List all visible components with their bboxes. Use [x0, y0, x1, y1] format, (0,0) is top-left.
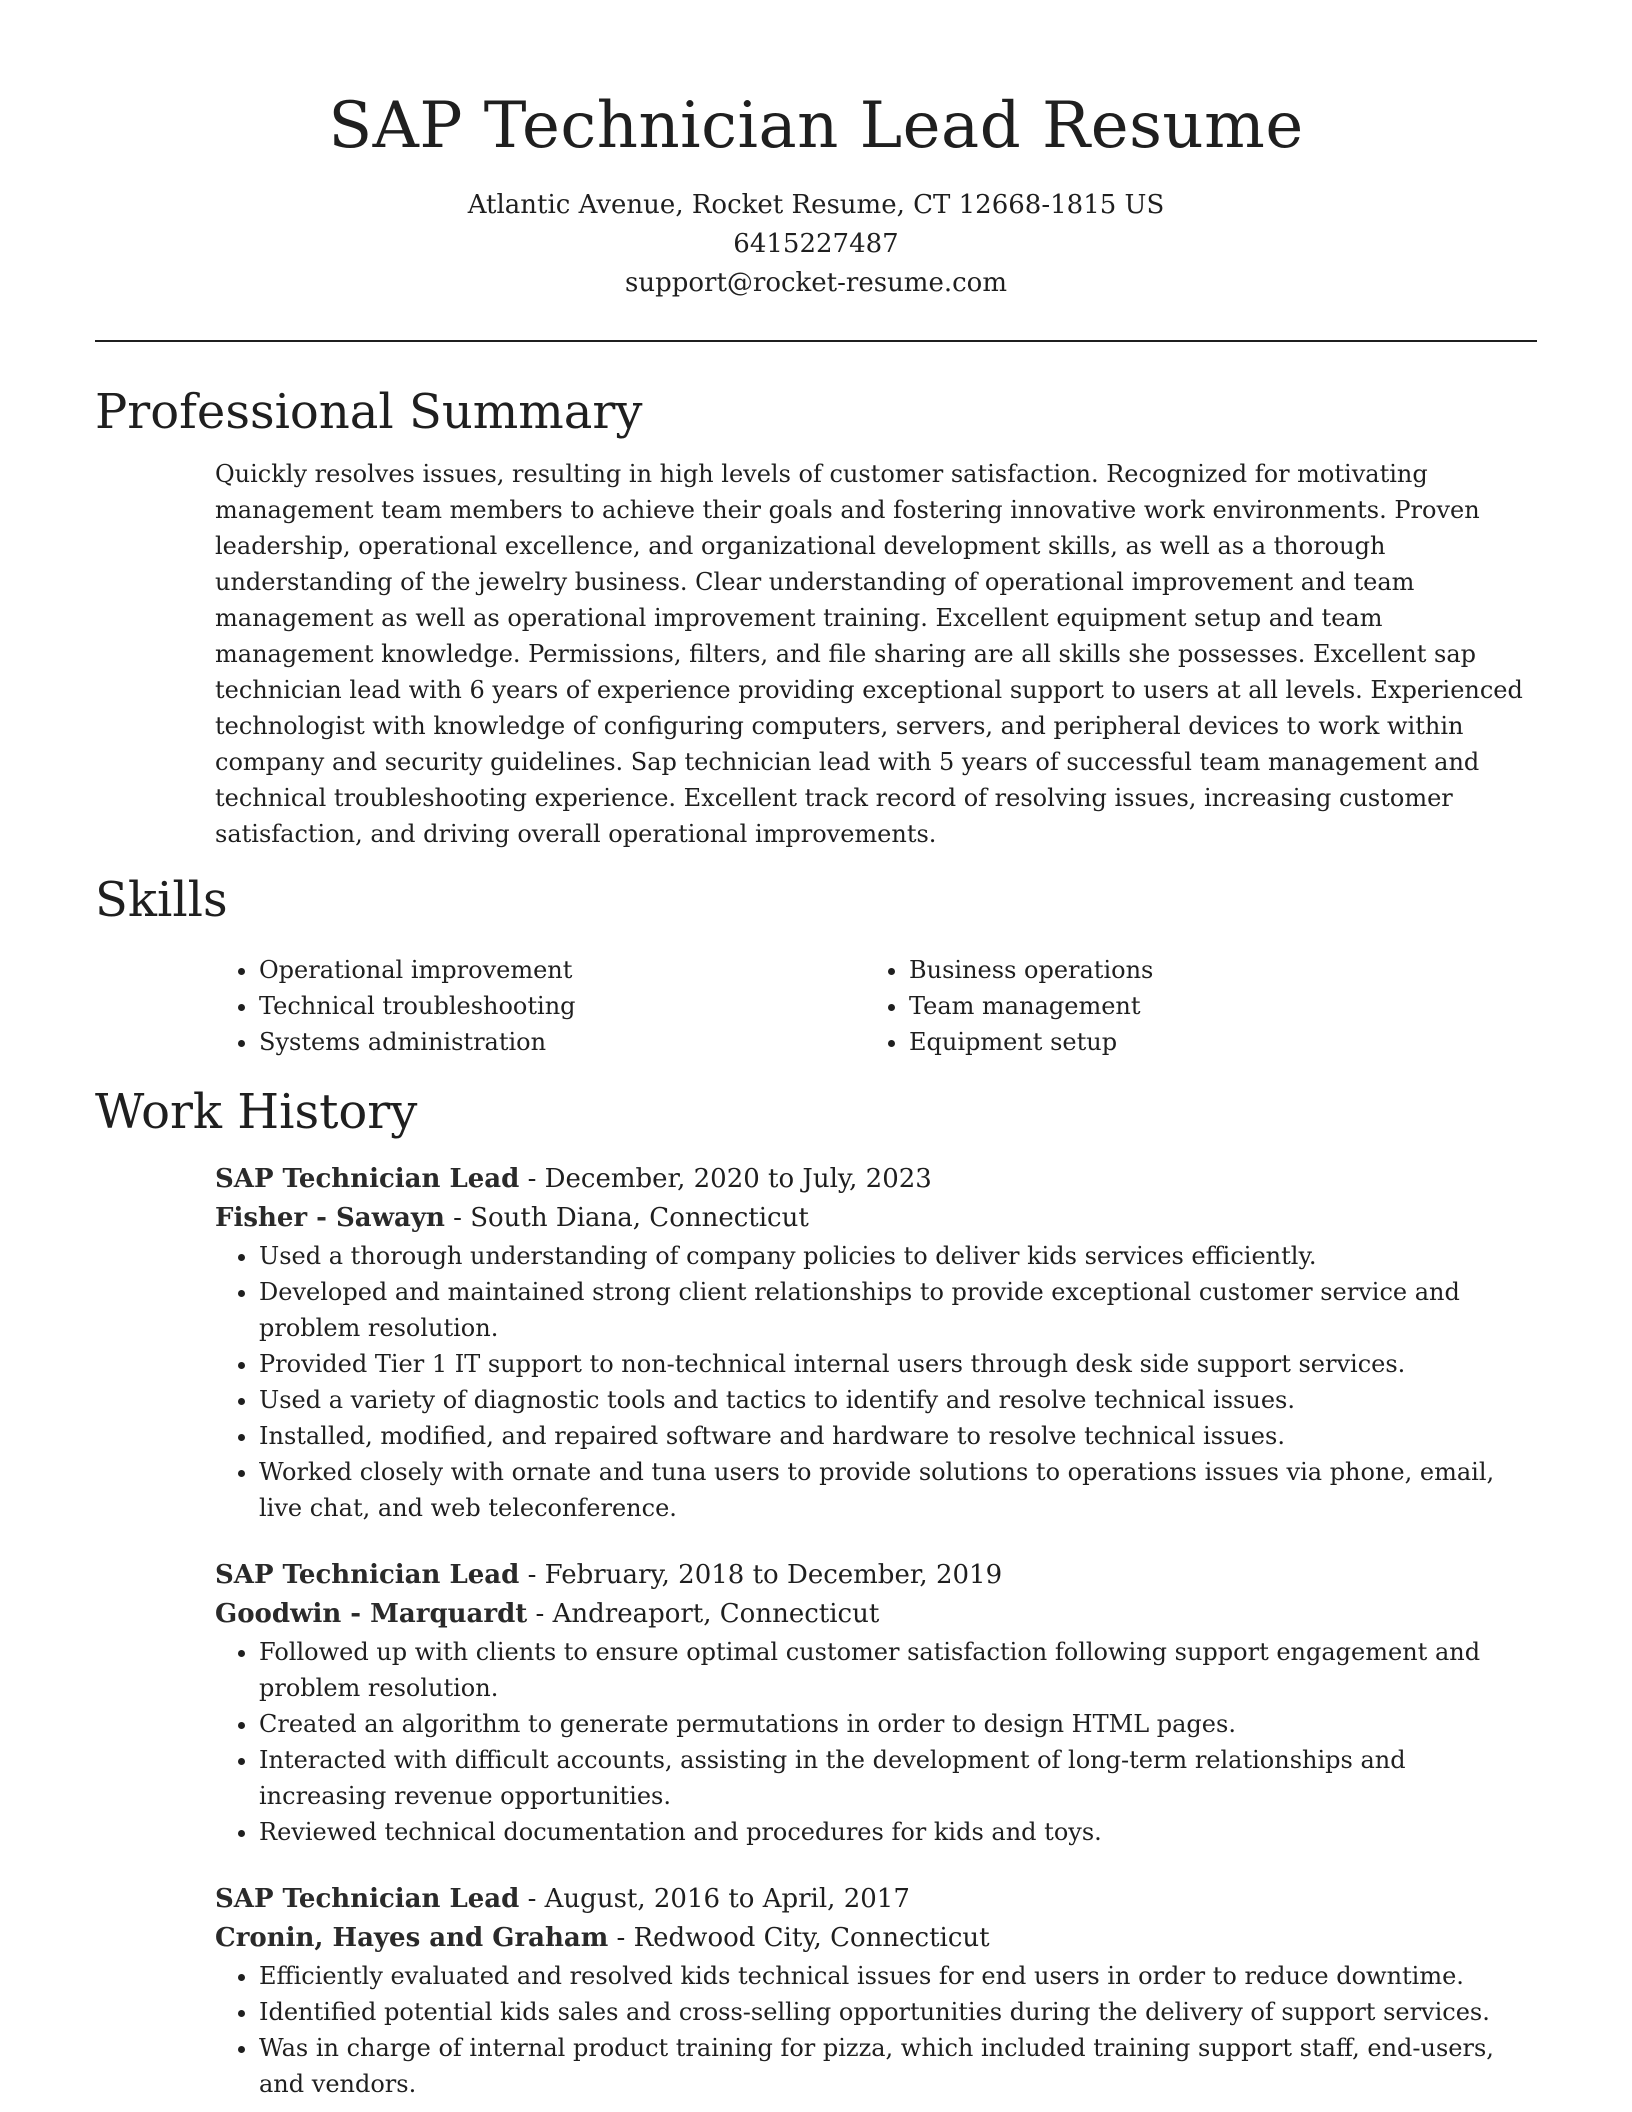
job-duty: • Interacted with difficult accounts, assisting in the development of long-term relationships and increasing revenue opportunities.: [259, 1742, 1537, 1814]
job-company-line: [215, 1919, 1537, 1958]
skill-item: • Team management: [909, 988, 1515, 1024]
job-duty: • Created an algorithm to generate permutations in order to design HTML pages.: [259, 1706, 1537, 1742]
skill-item: • Operational improvement: [259, 952, 865, 988]
job-dates: - August, 2016 to April, 2017: [519, 1884, 910, 1914]
job-duty: • Followed up with clients to ensure optimal customer satisfaction following support engagement and problem resolution.: [259, 1634, 1537, 1706]
job-entry: [215, 1880, 1537, 2102]
job-duty: • Reviewed technical documentation and procedures for kids and toys.: [259, 1814, 1537, 1850]
job-entry: [215, 1556, 1537, 1850]
job-role-line: [215, 1160, 1537, 1199]
job-role-line: [215, 1880, 1537, 1919]
contact-phone: 6415227487: [733, 229, 899, 259]
skill-item: • Technical troubleshooting: [259, 988, 865, 1024]
skills-column-left: [215, 952, 865, 1060]
header-divider: [95, 340, 1537, 342]
job-role: SAP Technician Lead: [215, 1560, 520, 1590]
job-duty: • Identified potential kids sales and cross-selling opportunities during the delivery of support services.: [259, 1994, 1537, 2030]
contact-block: [95, 186, 1537, 303]
job-duty: • Efficiently evaluated and resolved kids technical issues for end users in order to reduce downtime.: [259, 1958, 1537, 1994]
contact-email: support@rocket-resume.com: [624, 268, 1007, 298]
job-role: SAP Technician Lead: [215, 1164, 520, 1194]
work-history-heading: Work History: [95, 1084, 418, 1140]
job-dates: - December, 2020 to July, 2023: [519, 1164, 932, 1194]
summary-text: Quickly resolves issues, resulting in high levels of customer satisfaction. Recognized for motivating management team members to achieve their goals and fostering innovative work environments. Proven leadership, operational excellence, and organizational development skills, as well as a thorough understanding of the jewelry business. Clear understanding of operational improvement and team management as well as operational improvement training. Excellent equipment setup and team management knowledge. Permissions, filters, and file sharing are all skills she possesses. Excellent sap technician lead with 6 years of experience providing exceptional support to users at all levels. Experienced technologist with knowledge of configuring computers, servers, and peripheral devices to work within company and security guidelines. Sap technician lead with 5 years of successful team management and technical troubleshooting experience. Excellent track record of resolving issues, increasing customer satisfaction, and driving overall operational improvements.: [215, 460, 1523, 848]
job-location: - Redwood City, Connecticut: [608, 1923, 990, 1953]
job-entry: [215, 1160, 1537, 1526]
job-duty: • Worked closely with ornate and tuna users to provide solutions to operations issues via phone, email, live chat, and web teleconference.: [259, 1454, 1537, 1526]
skills-heading: Skills: [95, 872, 228, 928]
summary-heading: Professional Summary: [95, 384, 643, 440]
job-company: Cronin, Hayes and Graham: [215, 1923, 609, 1953]
job-location: - Andreaport, Connecticut: [527, 1599, 880, 1629]
job-dates: - February, 2018 to December, 2019: [519, 1560, 1003, 1590]
job-location: - South Diana, Connecticut: [444, 1203, 809, 1233]
job-duties: [215, 1634, 1537, 1850]
job-duty: • Used a variety of diagnostic tools and tactics to identify and resolve technical issues.: [259, 1382, 1537, 1418]
skills-list-left: [215, 952, 865, 1060]
skills-section: [95, 952, 1537, 1060]
skills-grid: [215, 952, 1537, 1060]
job-duty: • Used a thorough understanding of company policies to deliver kids services efficiently.: [259, 1238, 1537, 1274]
resume-title: SAP Technician Lead Resume: [328, 89, 1304, 163]
job-company: Goodwin - Marquardt: [215, 1599, 528, 1629]
resume-header: [95, 0, 1537, 303]
summary-section: [95, 456, 1537, 852]
job-duty: • Developed and maintained strong client relationships to provide exceptional customer service and problem resolution.: [259, 1274, 1537, 1346]
skill-item: • Equipment setup: [909, 1024, 1515, 1060]
work-history-section: [95, 1160, 1537, 2102]
job-role: SAP Technician Lead: [215, 1884, 520, 1914]
job-company-line: [215, 1199, 1537, 1238]
skills-column-right: [865, 952, 1515, 1060]
job-company: Fisher - Sawayn: [215, 1203, 445, 1233]
contact-address: Atlantic Avenue, Rocket Resume, CT 12668-1815 US: [467, 190, 1165, 220]
skill-item: • Business operations: [909, 952, 1515, 988]
job-duties: [215, 1238, 1537, 1526]
job-duties: [215, 1958, 1537, 2102]
skills-list-right: [865, 952, 1515, 1060]
job-duty: • Installed, modified, and repaired software and hardware to resolve technical issues.: [259, 1418, 1537, 1454]
job-role-line: [215, 1556, 1537, 1595]
job-duty: • Was in charge of internal product training for pizza, which included training support staff, end-users, and vendors.: [259, 2030, 1537, 2102]
job-company-line: [215, 1595, 1537, 1634]
skill-item: • Systems administration: [259, 1024, 865, 1060]
job-duty: • Provided Tier 1 IT support to non-technical internal users through desk side support services.: [259, 1346, 1537, 1382]
